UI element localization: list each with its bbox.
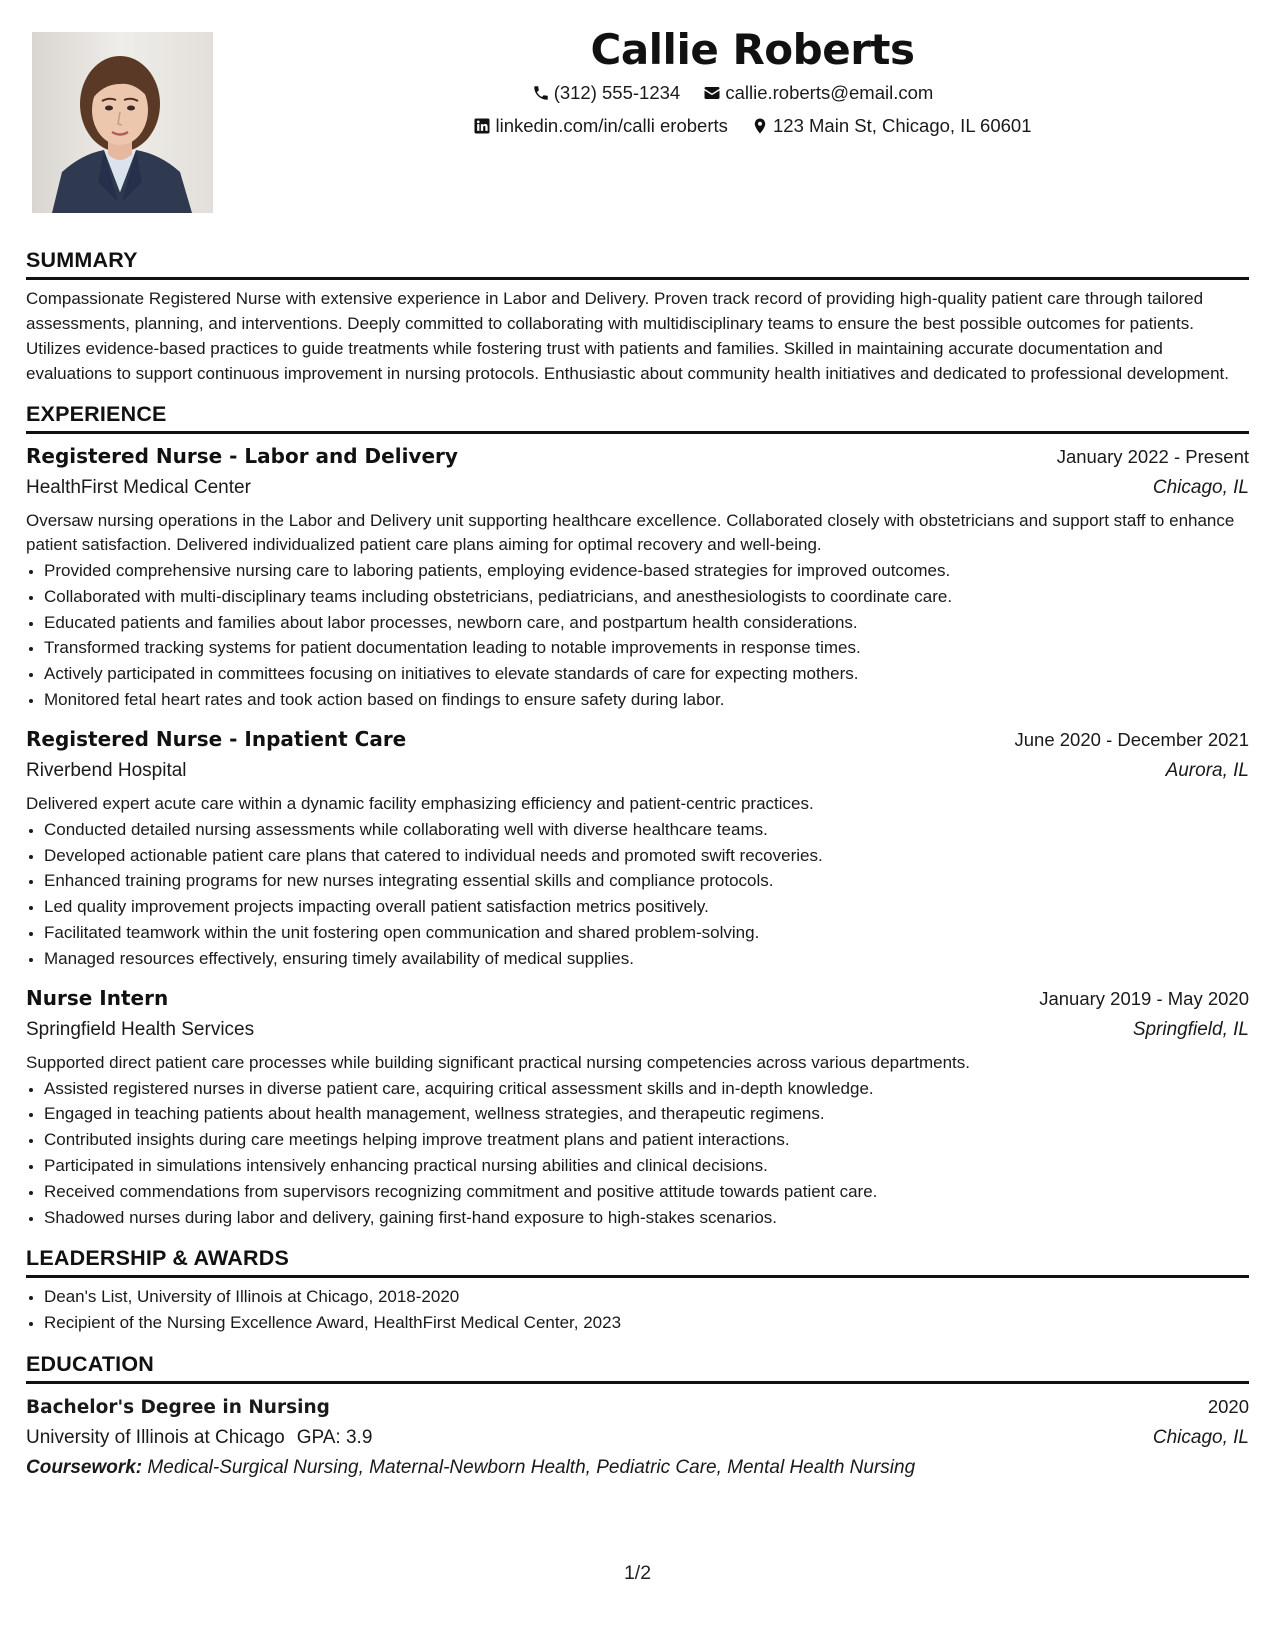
section-title-summary: SUMMARY: [26, 246, 1249, 280]
job-bullet: • Shadowed nurses during labor and delivery, gaining first-hand exposure to high-stakes scenarios.: [44, 1205, 1249, 1231]
job-location: Springfield, IL: [1132, 1018, 1249, 1040]
job-title: Registered Nurse - Inpatient Care: [26, 726, 407, 751]
summary-section: [26, 246, 1249, 386]
phone-number: (312) 555-1234: [553, 82, 681, 103]
education-section: [26, 1350, 1249, 1483]
job-bullet: • Led quality improvement projects impacting overall patient satisfaction metrics positively.: [44, 894, 1249, 920]
job-entry: [26, 440, 1249, 713]
resume-header: [230, 22, 1275, 144]
job-bullet: • Actively participated in committees focusing on initiatives to elevate standards of care for expecting mothers.: [44, 661, 1249, 687]
job-entry: [26, 982, 1249, 1231]
school-location: Chicago, IL: [1152, 1426, 1249, 1448]
job-bullet: • Collaborated with multi-disciplinary teams including obstetricians, pediatricians, and anesthesiologists to coordinate care.: [44, 584, 1249, 610]
degree-name: Bachelor's Degree in Nursing: [26, 1396, 330, 1418]
gpa: GPA: 3.9: [296, 1426, 373, 1448]
job-bullet: • Conducted detailed nursing assessments while collaborating well with diverse healthcare teams.: [44, 817, 1249, 843]
linkedin-icon: [473, 117, 491, 135]
contact-row-1: [210, 78, 1255, 111]
job-dates: January 2022 - Present: [1056, 446, 1249, 467]
contact-email[interactable]: [703, 78, 933, 108]
job-company: HealthFirst Medical Center: [26, 477, 251, 498]
section-title-education: EDUCATION: [26, 1350, 1249, 1384]
job-dates: January 2019 - May 2020: [1039, 987, 1249, 1009]
job-entry: [26, 723, 1249, 972]
school-name: University of Illinois at Chicago: [26, 1426, 285, 1448]
job-bullet: • Facilitated teamwork within the unit fostering open communication and shared problem-solving.: [44, 920, 1249, 946]
summary-text: Compassionate Registered Nurse with extensive experience in Labor and Delivery. Proven track record of providing high-quality patient care through tailored assessments, planning, and interventions. Deeply committed to collaborating with multidisciplinary teams to ensure the best possible outcomes for patients. Utilizes evidence-based practices to guide treatments while fostering trust with patients and families. Skilled in maintaining accurate documentation and evaluations to support continuous improvement in nursing protocols. Enthusiastic about community health initiatives and dedicated to professional development.: [26, 289, 1229, 383]
award-item: • Recipient of the Nursing Excellence Award, HealthFirst Medical Center, 2023: [44, 1310, 1249, 1336]
coursework-label: Coursework:: [26, 1456, 143, 1478]
job-bullet: • Monitored fetal heart rates and took action based on findings to ensure safety during labor.: [44, 687, 1249, 713]
job-title: Nurse Intern: [26, 985, 169, 1010]
graduation-year: 2020: [1207, 1395, 1249, 1417]
coursework: [26, 1453, 1249, 1483]
job-bullet: • Received commendations from supervisors recognizing commitment and positive attitude towards patient care.: [44, 1179, 1249, 1205]
job-bullet: • Developed actionable patient care plans that catered to individual needs and promoted swift recoveries.: [44, 843, 1249, 869]
job-dates: June 2020 - December 2021: [1014, 728, 1249, 750]
email-address: callie.roberts@email.com: [725, 82, 934, 103]
phone-icon: [532, 84, 550, 102]
job-bullet: • Assisted registered nurses in diverse patient care, acquiring critical assessment skills and in-depth knowledge.: [44, 1076, 1249, 1102]
job-bullet-list: [26, 558, 1249, 713]
page-number: 1/2: [623, 1562, 652, 1584]
contact-address: [751, 111, 1032, 141]
school-info: [26, 1423, 372, 1452]
job-bullet: • Educated patients and families about labor processes, newborn care, and postpartum health considerations.: [44, 610, 1249, 636]
job-description: Oversaw nursing operations in the Labor and Delivery unit supporting healthcare excellence. Collaborated closely with obstetricians and support staff to enhance patient satisfaction. Delivered individualized patient care plans aiming for optimal recovery and well-being.: [26, 511, 1235, 554]
coursework-list: Medical-Surgical Nursing, Maternal-Newborn Health, Pediatric Care, Mental Health Nursing: [147, 1456, 916, 1478]
job-bullet-list: [26, 817, 1249, 972]
leadership-section: [26, 1244, 1249, 1336]
contact-row-2: [230, 111, 1275, 144]
profile-photo: [32, 32, 213, 213]
award-list: [26, 1284, 1249, 1336]
job-bullet: • Transformed tracking systems for patient documentation leading to notable improvements in response times.: [44, 635, 1249, 661]
job-bullet: • Enhanced training programs for new nurses integrating essential skills and compliance protocols.: [44, 868, 1249, 894]
job-bullet-list: [26, 1076, 1249, 1231]
candidate-name: Callie Roberts: [590, 25, 915, 74]
job-bullet: • Provided comprehensive nursing care to laboring patients, employing evidence-based strategies for improved outcomes.: [44, 558, 1249, 584]
experience-section: [26, 400, 1249, 1230]
section-title-experience: EXPERIENCE: [26, 400, 1249, 434]
job-location: Chicago, IL: [1152, 477, 1249, 498]
job-bullet: • Engaged in teaching patients about health management, wellness strategies, and therapeutic regimens.: [44, 1101, 1249, 1127]
contact-phone[interactable]: [532, 78, 681, 108]
award-item: • Dean's List, University of Illinois at Chicago, 2018-2020: [44, 1284, 1249, 1310]
job-company: Springfield Health Services: [26, 1018, 255, 1040]
envelope-icon: [703, 84, 721, 102]
resume-body: [26, 246, 1249, 1497]
job-description: Delivered expert acute care within a dynamic facility emphasizing efficiency and patient-centric practices.: [26, 793, 814, 813]
section-title-leadership: LEADERSHIP & AWARDS: [26, 1244, 1249, 1278]
linkedin-url: linkedin.com/in/calli eroberts: [495, 115, 728, 136]
job-title: Registered Nurse - Labor and Delivery: [26, 444, 458, 468]
job-bullet: • Participated in simulations intensively enhancing practical nursing abilities and clinical decisions.: [44, 1153, 1249, 1179]
profile-photo-illustration: [32, 32, 213, 213]
contact-linkedin[interactable]: [473, 111, 727, 141]
job-description: Supported direct patient care processes while building significant practical nursing competencies across various departments.: [26, 1052, 970, 1072]
job-company: Riverbend Hospital: [26, 759, 187, 781]
map-pin-icon: [751, 117, 769, 135]
job-bullet: • Managed resources effectively, ensuring timely availability of medical supplies.: [44, 946, 1249, 972]
job-bullet: • Contributed insights during care meetings helping improve treatment plans and patient interactions.: [44, 1127, 1249, 1153]
job-location: Aurora, IL: [1165, 759, 1249, 781]
street-address: 123 Main St, Chicago, IL 60601: [773, 115, 1032, 136]
